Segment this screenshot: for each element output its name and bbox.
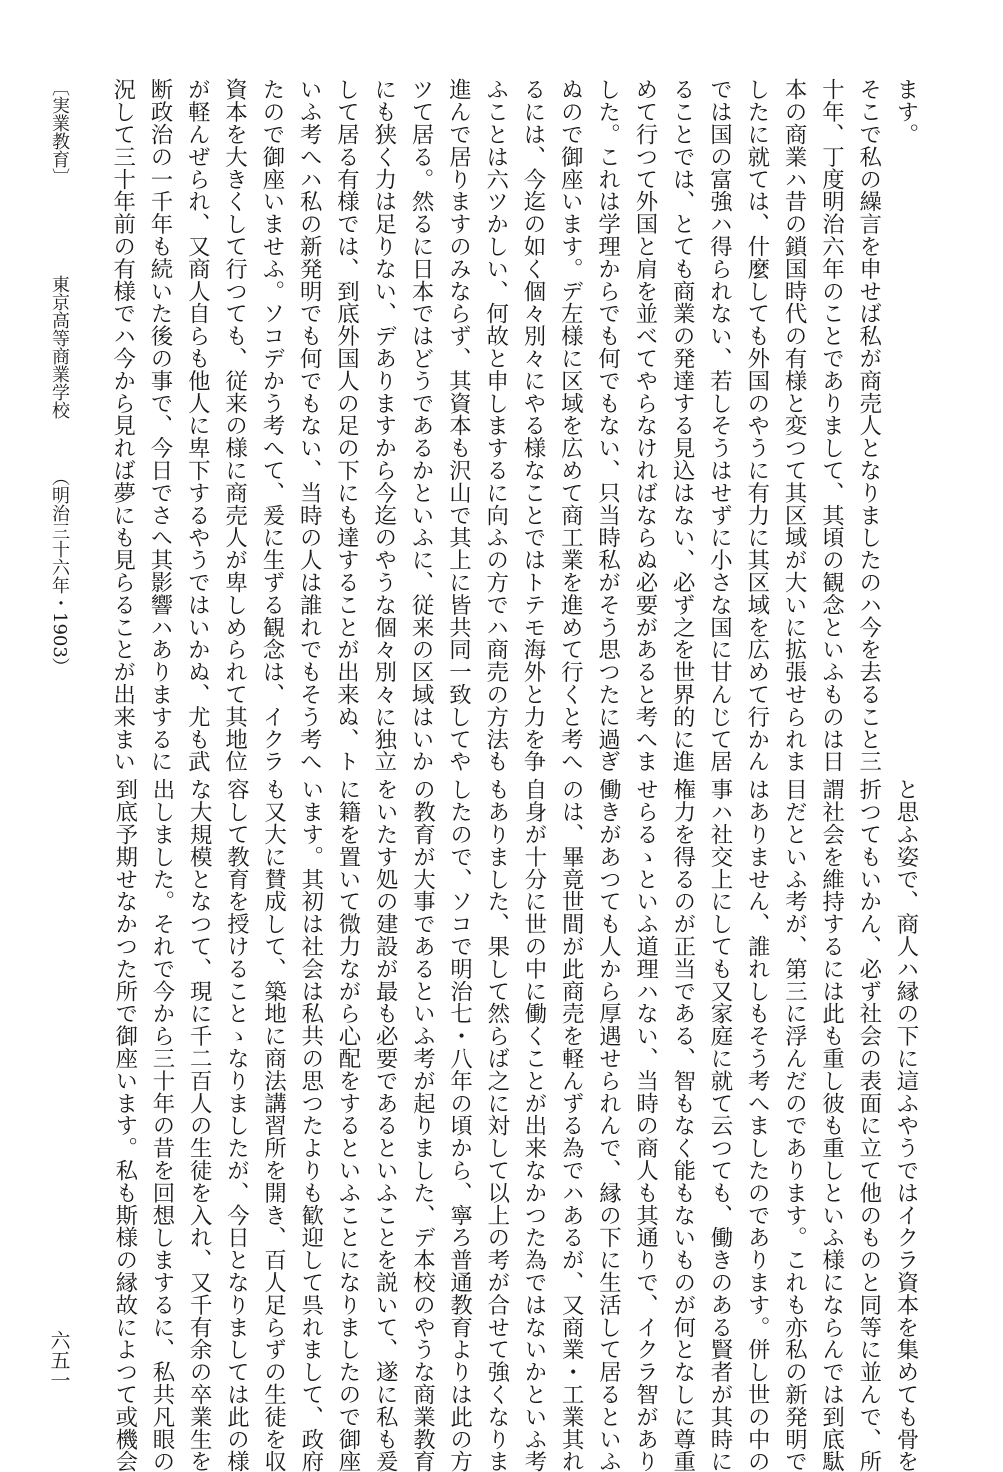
text-column: 働きがあつても人から厚遇せられんで、縁の下に生活して居るといふ (595, 778, 622, 1472)
text-column: います。其初は社会は私共の思つたよりも歓迎して呉れまして、政府 (297, 778, 324, 1472)
text-column: したので、ソコで明治七・八年の頃から、寧ろ普通教育よりは此の方 (446, 778, 473, 1472)
footer-date: （明治三十六年・1903） (49, 468, 70, 676)
text-column: めて行つて外国と肩を並べてやらなければならぬ必要があると考へま (631, 78, 658, 773)
text-column: せらるゝといふ道理ハない、当時の商人も其通りで、イクラ智があり (632, 778, 659, 1472)
text-column: 自身が十分に世の中に働くことが出来なかつた為ではないかといふ考 (521, 778, 547, 1472)
footer-institution: 東京高等商業学校 (49, 275, 70, 419)
text-column: 十年、丁度明治六年のことでありまして、其頃の観念といふものは日 (818, 78, 845, 773)
text-column: 到底予期せなかつた所で御座います。私も斯様の縁故によつて或機会 (111, 778, 138, 1472)
text-column: 況して三十年前の有様でハ今から見れば夢にも見らることが出来まい (109, 78, 136, 773)
text-column: いふ考へハ私の新発明でも何でもない、当時の人は誰れでもそう考へ (296, 78, 323, 773)
text-column: ることでは、とても商業の発達する見込はない、必ず之を世界的に進 (669, 78, 696, 773)
text-column: たので御座いませふ。ソコデかう考へて、爰に生ずる観念は、イクラ (258, 78, 285, 773)
text-column: が軽んぜられ、又商人自らも他人に卑下するやうではいかぬ、尤も武 (184, 78, 211, 773)
text-column: 目だといふ考が、第三に浮んだのであります。これも亦私の新発明で (781, 778, 808, 1472)
text-column: そこで私の繰言を申せば私が商売人となりましたのハ今を去ること三 (855, 78, 882, 773)
text-column: 出しました。それで今から三十年の昔を回想しまするに、私共凡眼の (149, 778, 175, 1472)
text-column: 本の商業ハ昔の鎖国時代の有様と変つて其区域が大いに拡張せられま (781, 78, 808, 773)
text-column: はありません、誰れしもそう考へましたのであります。併し世の中の (744, 778, 771, 1472)
footer-source: 〔実業教育〕 (49, 78, 70, 186)
text-column: して居る有様では、到底外国人の足の下にも達することが出来ぬ、ト (333, 78, 360, 773)
text-column: したに就ては、什麼しても外国のやうに有力に其区域を広めて行かん (743, 78, 770, 773)
text-column: に籍を置いて微力ながら心配をするといふことになりましたので御座 (335, 778, 361, 1472)
text-column: の教育が大事であるといふ考が起りました、デ本校のやうな商業教育 (409, 778, 436, 1472)
text-column: 謂社会を維持するには此も重し彼も重しといふ様にならんでは到底駄 (818, 778, 845, 1472)
text-column: ます。 (893, 78, 919, 146)
text-column: 容して教育を授けることゝなりましたが、今日となりましては此の様 (223, 778, 250, 1472)
text-column: した。これは学理からでも何でもない、只当時私がそう思つたに過ぎ (594, 78, 621, 773)
text-column: と思ふ姿で、商人ハ縁の下に這ふやうではイクラ資本を集めても骨を (893, 778, 919, 1472)
text-column: も又大に賛成して、築地に商法講習所を開き、百人足らずの生徒を収 (260, 778, 287, 1472)
text-column: 権力を得るのが正当である、智もなく能もないものが何となしに尊重 (669, 778, 696, 1472)
text-column: 折つてもいかん、必ず社会の表面に立て他のものと同等に並んで、所 (855, 778, 882, 1472)
text-column: 資本を大きくして行つても、従来の様に商売人が卑しめられて其地位 (221, 78, 248, 773)
text-column: もありました、果して然らば之に対して以上の考が合せて強くなりま (483, 778, 510, 1472)
text-column: では国の富強ハ得られない、若しそうはせずに小さな国に甘んじて居 (706, 78, 733, 773)
text-column: 進んで居りますのみならず、其資本も沢山で其上に皆共同一致してや (445, 78, 472, 773)
text-column: にも狭く力は足りない、デありますから今迄のやうな個々別々に独立 (370, 78, 397, 773)
page-number: 六五一 (47, 1330, 71, 1390)
text-column: ぬので御座います。デ左様に区域を広めて商工業を進めて行くと考へ (557, 78, 584, 773)
text-column: な大規模となつて、現に千二百人の生徒を入れ、又千有余の卒業生を (186, 778, 213, 1472)
text-column: 断政治の一千年も続いた後の事で、今日でさへ其影響ハありまするに (147, 78, 173, 773)
text-column: るには、今迄の如く個々別々にやる様なことではトテモ海外と力を争 (520, 78, 546, 773)
text-column: ふことは六ツかしい、何故と申しまするに向ふの方でハ商売の方法も (482, 78, 509, 773)
text-column: 事ハ社交上にしても又家庭に就て云つても、働きのある賢者が其時に (707, 778, 733, 1472)
text-column: をいたす処の建設が最も必要であるといふことを説いて、遂に私も爰 (372, 778, 399, 1472)
text-column: ツて居る。然るに日本ではどうであるかといふに、従来の区域はいか (408, 78, 435, 773)
text-column: のは、畢竟世間が此商売を軽んずる為でハあるが、又商業・工業其れ (558, 778, 585, 1472)
